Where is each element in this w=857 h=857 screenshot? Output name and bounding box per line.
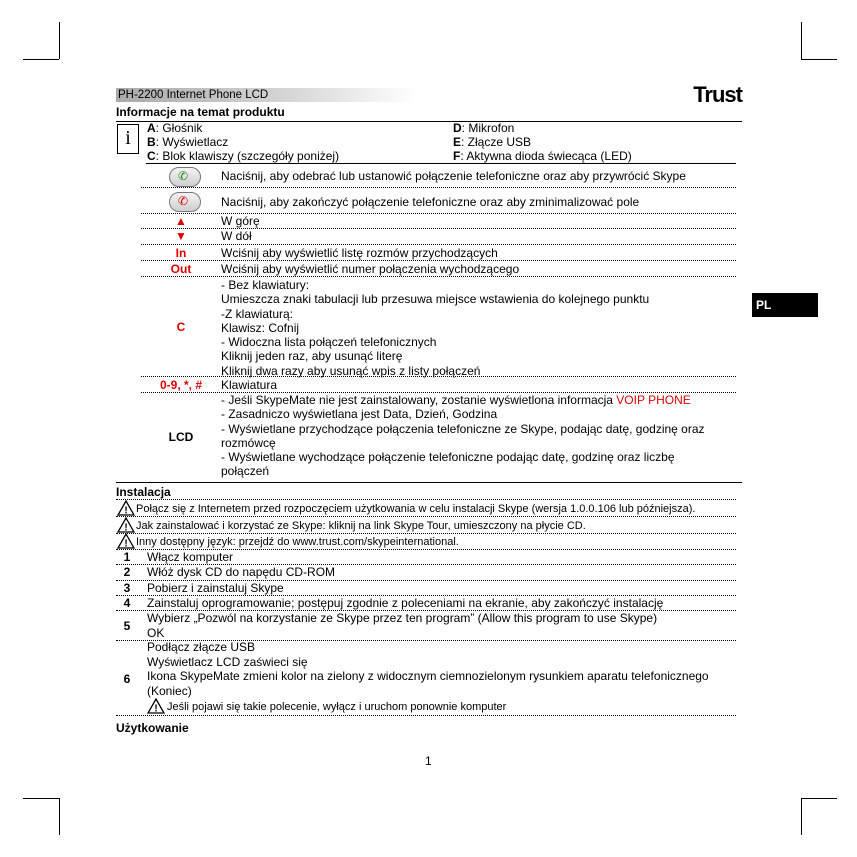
svg-text:!: ! [154, 703, 158, 714]
step-text: Podłącz złącze USB Wyświetlacz LCD zaświeci się Ikona SkypeMate zmieni kolor na zielony z widocznym ciemnozielonym rysunkiem aparatu telefonicznego (Koniec) [147, 640, 709, 698]
component-a: A: Głośnik [147, 121, 203, 135]
section-title-use: Użytkowanie [116, 721, 189, 735]
divider [141, 276, 736, 277]
section-title-install: Instalacja [116, 485, 171, 499]
step-number: 2 [123, 565, 131, 579]
divider [116, 715, 736, 716]
document-title: PH-2200 Internet Phone LCD [118, 89, 269, 101]
step-text: Pobierz i zainstaluj Skype [147, 581, 284, 595]
divider [116, 121, 742, 122]
key-digits: 0-9, *, # [159, 378, 203, 392]
page-number: 1 [425, 754, 432, 768]
step-number: 3 [123, 581, 131, 595]
key-down-arrow: ▼ [175, 229, 187, 243]
step-text: Zainstaluj oprogramowanie; postępuj zgodnie z poleceniami na ekranie, aby zakończyć instalację [147, 596, 664, 610]
crop-mark [59, 22, 60, 59]
divider [116, 516, 736, 517]
divider [116, 533, 736, 534]
crop-mark [801, 22, 802, 59]
component-b: B: Wyświetlacz [147, 135, 229, 149]
warning-icon [117, 533, 135, 549]
crop-mark [23, 59, 59, 60]
divider [116, 482, 742, 483]
step-number: 4 [123, 596, 131, 610]
warning-text: Jeśli pojawi się takie polecenie, wyłącz i uruchom ponownie komputer [167, 701, 507, 713]
key-lcd-description: - Jeśli SkypeMate nie jest zainstalowany, zostanie wyświetlona informacja VOIP PHONE - Zasadniczo wyświetlana jest Data, Dzień, Godzina - Wyświetlane przychodzące połączenia telefoniczne ze Skype, podając datę, godzinę oraz rozmówcę - Wyświetlane wychodzące połączenie telefoniczne podając datę, godzinę oraz liczbę połączeń [221, 393, 705, 479]
warning-text: Jak zainstalować i korzystać ze Skype: kliknij na link Skype Tour, umieszczony na płycie CD. [136, 520, 586, 532]
key-out: Out [170, 262, 192, 276]
key-description: Naciśnij, aby zakończyć połączenie telefoniczne oraz aby zminimalizować pole [221, 195, 640, 209]
svg-text:!: ! [124, 522, 128, 533]
warning-icon [117, 500, 135, 516]
divider [141, 376, 736, 377]
step-text: Włącz komputer [147, 550, 234, 564]
key-description: Wciśnij aby wyświetlić numer połączenia wychodzącego [221, 262, 520, 276]
step-number: 5 [123, 619, 131, 633]
step-text: Włóż dysk CD do napędu CD-ROM [147, 565, 336, 579]
crop-mark [801, 59, 837, 60]
warning-icon [117, 517, 135, 533]
key-description: W górę [221, 214, 260, 228]
component-d: D: Mikrofon [453, 121, 515, 135]
trust-logo: Trust [693, 82, 742, 107]
key-description: Wciśnij aby wyświetlić listę rozmów przychodzących [221, 246, 498, 260]
key-description: Naciśnij, aby odebrać lub ustanowić połączenie telefoniczne oraz aby przywrócić Skype [221, 169, 686, 183]
call-button-icon: ✆ [169, 167, 201, 187]
warning-icon [147, 698, 165, 714]
step-text: Wybierz „Pozwól na korzystanie ze Skype przez ten program” (Allow this program to use Skype) OK [147, 611, 658, 640]
component-f: F: Aktywna dioda świecąca (LED) [453, 149, 632, 163]
svg-text:!: ! [124, 505, 128, 516]
document-header [116, 82, 742, 107]
key-in: In [175, 246, 187, 260]
end-call-button-icon: ✆ [169, 192, 201, 212]
divider [141, 244, 736, 245]
crop-mark [59, 798, 60, 835]
svg-text:!: ! [124, 538, 128, 549]
key-description: Klawiatura [221, 378, 278, 392]
key-up-arrow: ▲ [175, 214, 187, 228]
divider [141, 187, 736, 188]
section-title-info: Informacje na temat produktu [116, 105, 285, 119]
warning-text: Połącz się z Internetem przed rozpoczęciem użytkowania w celu instalacji Skype (wersja 1.0.0.106 lub późniejsza). [136, 503, 696, 515]
warning-text: Inny dostępny język: przejdź do www.trust.com/skypeinternational. [136, 536, 459, 548]
key-description: W dół [221, 229, 252, 243]
divider [146, 163, 736, 164]
key-lcd: LCD [168, 430, 194, 444]
language-tab: PL [752, 293, 818, 317]
step-number: 1 [123, 550, 131, 564]
info-icon: i [117, 124, 139, 154]
crop-mark [801, 798, 837, 799]
component-c: C: Blok klawiszy (szczegóły poniżej) [147, 149, 340, 163]
crop-mark [23, 798, 59, 799]
component-e: E: Złącze USB [453, 135, 532, 149]
divider [141, 260, 736, 261]
crop-mark [801, 798, 802, 835]
key-c-description: - Bez klawiatury: Umieszcza znaki tabulacji lub przesuwa miejsce wstawienia do kolejnego punktu -Z klawiaturą: Klawisz: Cofnij - Widoczna lista połączeń telefonicznych Kliknij jeden raz, aby usunąć literę Kliknij dwa razy aby usunąć wpis z listy połączeń [221, 278, 650, 378]
divider [116, 499, 736, 500]
step-number: 6 [123, 672, 131, 686]
key-c: C [176, 320, 186, 334]
